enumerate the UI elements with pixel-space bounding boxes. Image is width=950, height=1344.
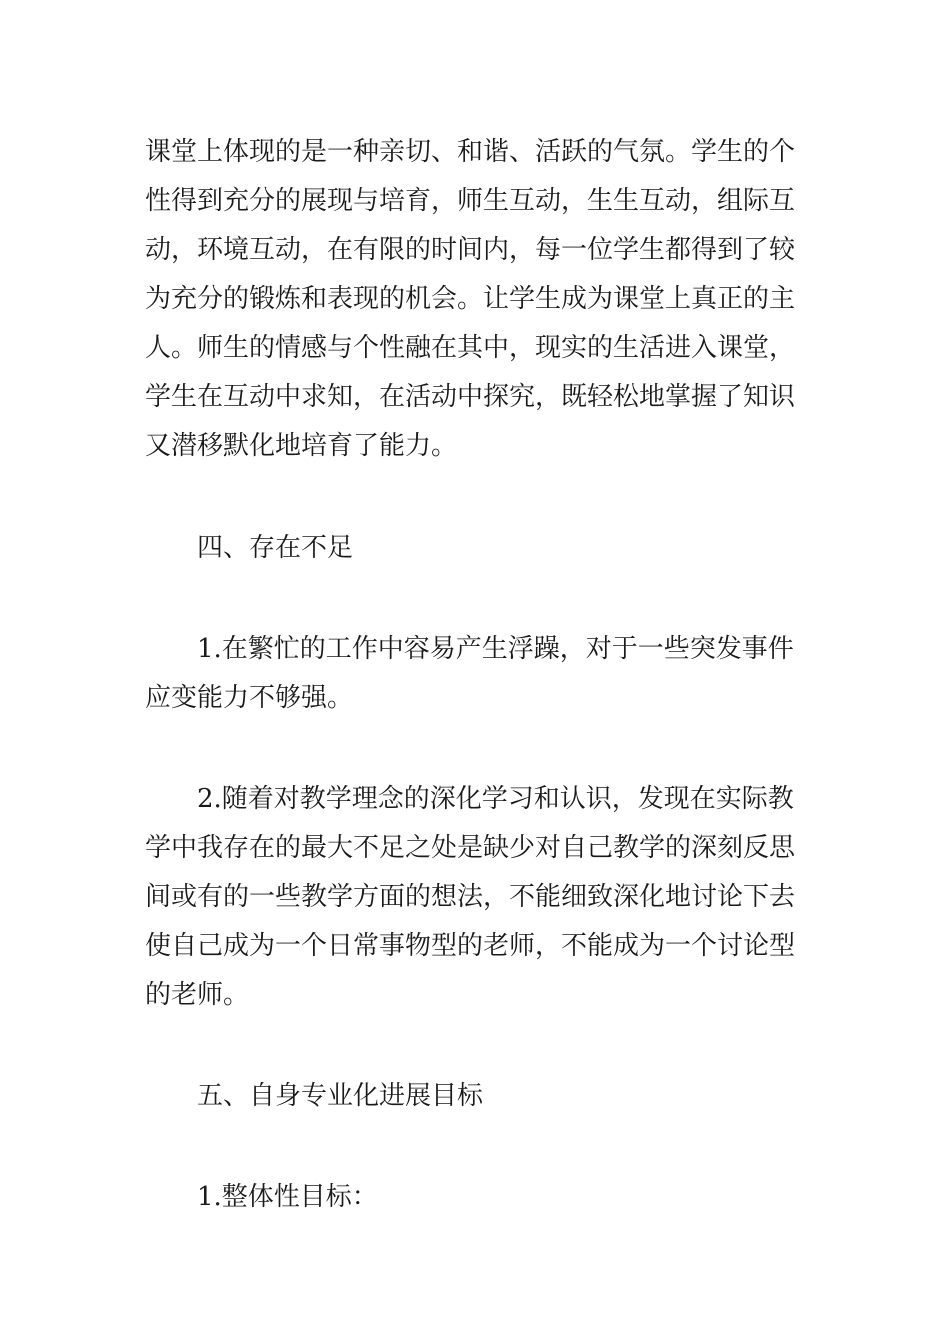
section-heading-shortcomings: 四、存在不足 <box>197 533 354 563</box>
text-line: 学中我存在的最大不足之处是缺少对自己教学的深刻反思 <box>145 833 796 863</box>
text-line: 2.随着对教学理念的深化学习和认识，发现在实际教 <box>197 784 794 814</box>
text-line: 人。师生的情感与个性融在其中，现实的生活进入课堂， <box>145 333 796 363</box>
text-line: 又潜移默化地培育了能力。 <box>145 431 458 461</box>
section-heading-professional-goals: 五、自身专业化进展目标 <box>197 1081 484 1111</box>
list-item-overall-goal: 1.整体性目标： <box>197 1182 378 1212</box>
text-line: 为充分的锻炼和表现的机会。让学生成为课堂上真正的主 <box>145 284 796 314</box>
text-line: 学生在互动中求知，在活动中探究，既轻松地掌握了知识 <box>145 382 796 412</box>
text-line: 的老师。 <box>145 980 250 1010</box>
text-line: 使自己成为一个日常事物型的老师，不能成为一个讨论型 <box>145 931 796 961</box>
text-line: 性得到充分的展现与培育，师生互动，生生互动，组际互 <box>145 186 796 216</box>
text-line: 动，环境互动，在有限的时间内，每一位学生都得到了较 <box>145 235 796 265</box>
text-line: 应变能力不够强。 <box>145 683 354 713</box>
text-line: 1.在繁忙的工作中容易产生浮躁，对于一些突发事件 <box>197 634 794 664</box>
text-line: 间或有的一些教学方面的想法，不能细致深化地讨论下去 <box>145 882 796 912</box>
text-line: 课堂上体现的是一种亲切、和谐、活跃的气氛。学生的个 <box>145 137 796 167</box>
